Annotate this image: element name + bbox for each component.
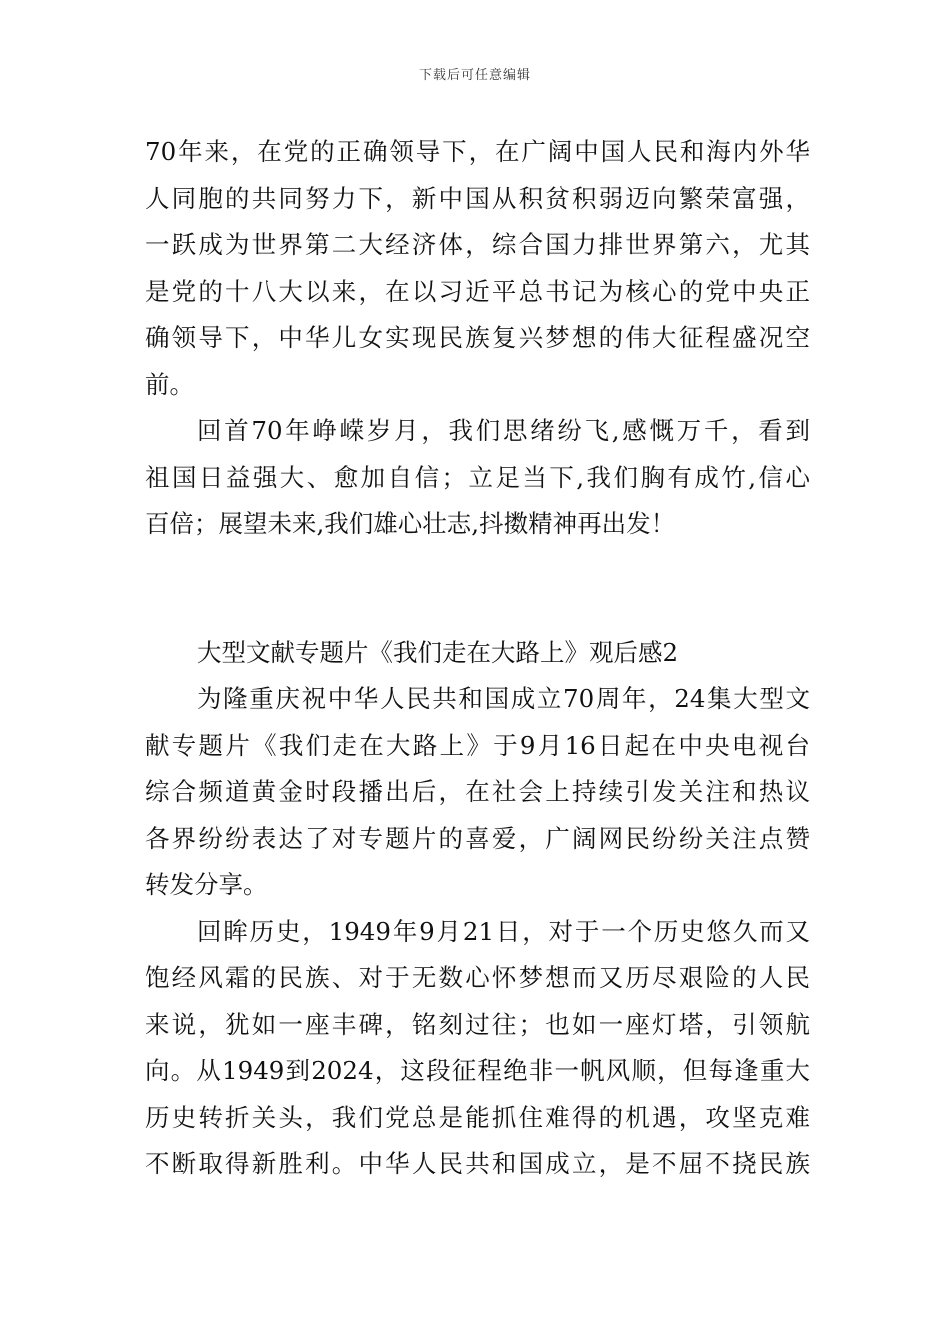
text-line: 回首70年峥嵘岁月，我们思绪纷飞,感慨万千，看到	[197, 416, 810, 445]
text-line: 综合频道黄金时段播出后，在社会上持续引发关注和热议	[145, 777, 810, 806]
paragraph	[145, 129, 810, 408]
text-line: 为隆重庆祝中华人民共和国成立70周年，24集大型文	[197, 684, 810, 713]
text-line: 向。从1949到2024，这段征程绝非一帆风顺，但每逢重大	[145, 1056, 810, 1085]
text-line: 不断取得新胜利。中华人民共和国成立，是不屈不挠民族	[145, 1149, 810, 1178]
text-line: 前。	[145, 369, 194, 399]
page-header: 下载后可任意编辑	[418, 68, 531, 83]
section-gap	[145, 548, 810, 630]
text-line: 饱经风霜的民族、对于无数心怀梦想而又历尽艰险的人民	[145, 963, 810, 992]
text-line: 70年来，在党的正确领导下，在广阔中国人民和海内外华	[145, 137, 810, 166]
section-title: 大型文献专题片《我们走在大路上》观后感2	[197, 637, 679, 667]
text-line: 确领导下，中华儿女实现民族复兴梦想的伟大征程盛况空	[145, 323, 810, 352]
document-body	[145, 129, 810, 1188]
text-line: 人同胞的共同努力下，新中国从积贫积弱迈向繁荣富强，	[145, 183, 810, 213]
paragraph	[145, 676, 810, 909]
paragraph	[145, 408, 810, 548]
text-line: 转发分享。	[145, 870, 268, 899]
text-line: 是党的十八大以来，在以习近平总书记为核心的党中央正	[145, 276, 810, 306]
text-line: 祖国日益强大、愈加自信；立足当下,我们胸有成竹,信心	[145, 462, 810, 492]
text-line: 献专题片《我们走在大路上》于9月16日起在中央电视台	[145, 730, 810, 760]
text-line: 各界纷纷表达了对专题片的喜爱，广阔网民纷纷关注点赞	[145, 823, 810, 853]
text-line: 百倍；展望未来,我们雄心壮志,抖擞精神再出发！	[145, 509, 676, 538]
text-line: 一跃成为世界第二大经济体，综合国力排世界第六，尤其	[145, 230, 810, 259]
text-line: 来说，犹如一座丰碑，铭刻过往；也如一座灯塔，引领航	[145, 1009, 810, 1039]
paragraph	[145, 909, 810, 1188]
text-line: 回眸历史，1949年9月21日，对于一个历史悠久而又	[197, 916, 810, 946]
text-line: 历史转折关头，我们党总是能抓住难得的机遇，攻坚克难	[145, 1102, 810, 1132]
